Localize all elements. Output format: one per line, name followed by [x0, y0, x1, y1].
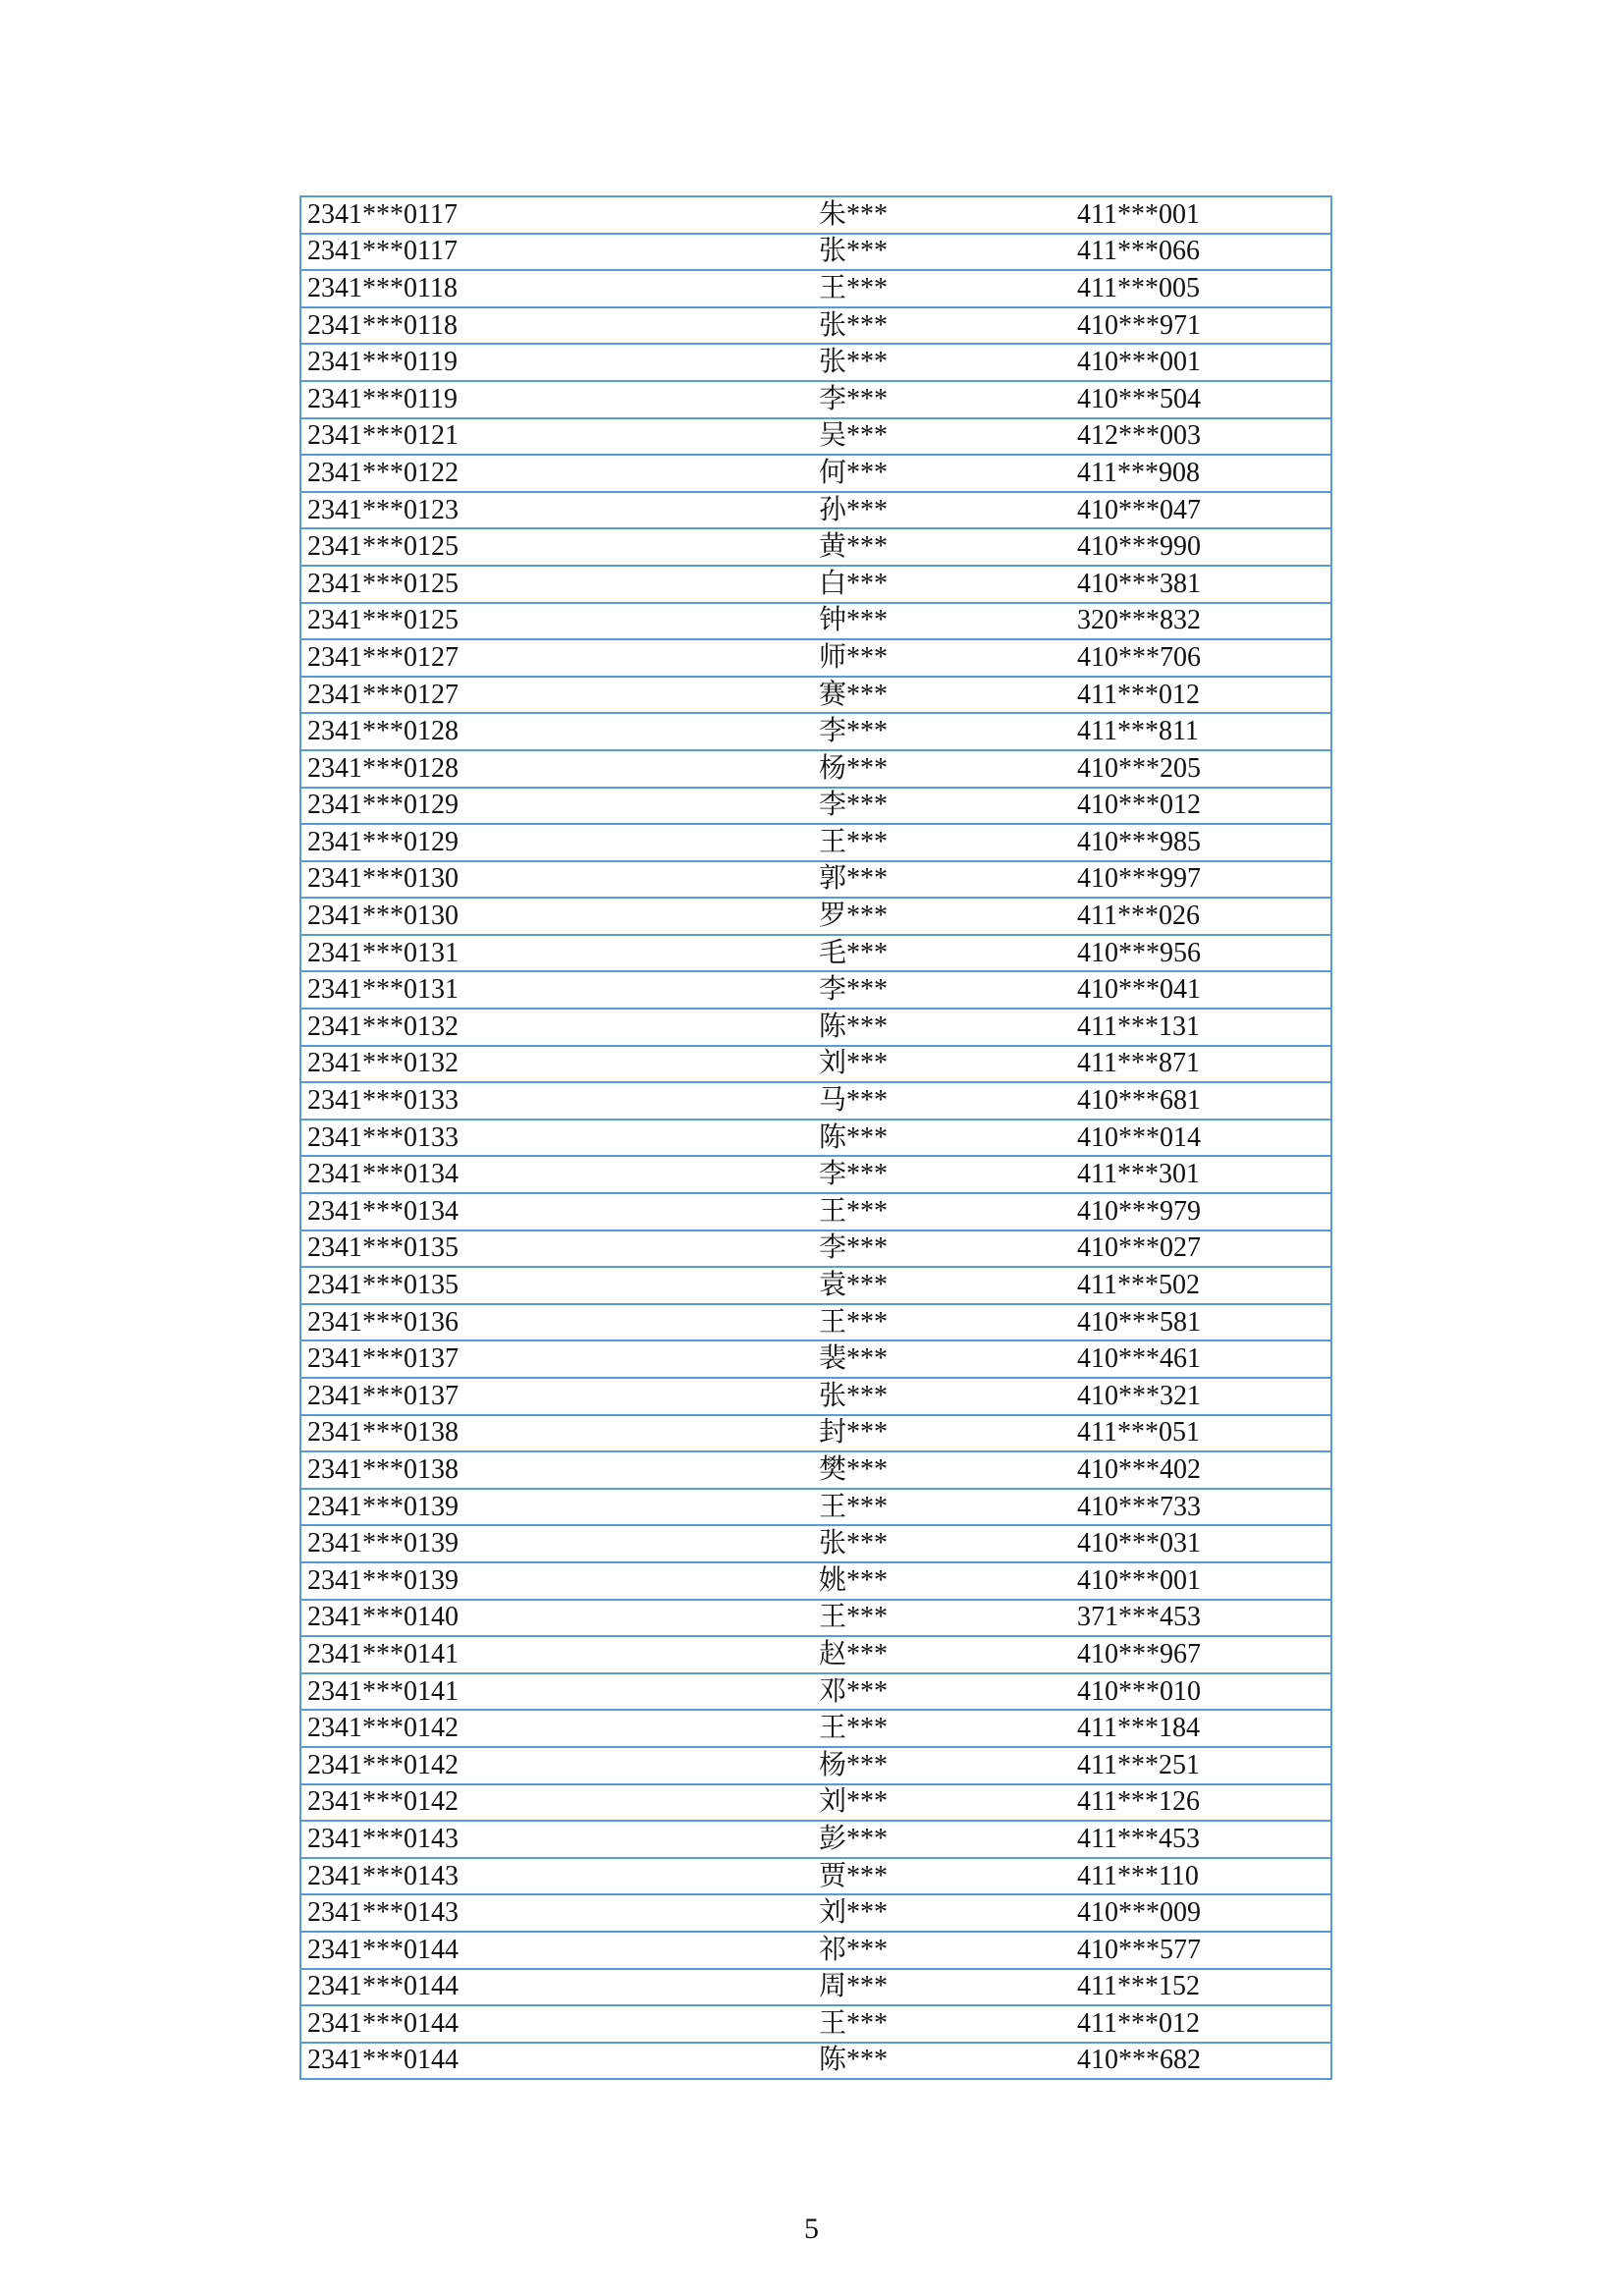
phone-cell: [1329, 1562, 1331, 1600]
record-id-cell: 2341***0128: [300, 713, 560, 750]
name-cell: 何***: [560, 455, 1071, 492]
table-row: [300, 1821, 1331, 1858]
id-number-cell: 410***681: [1071, 1082, 1329, 1120]
name-cell: 郭***: [560, 861, 1071, 899]
id-number-cell: 411***453: [1071, 1821, 1329, 1858]
record-id-cell: 2341***0130: [300, 861, 560, 899]
id-number-cell: 411***152: [1071, 1969, 1329, 2006]
phone-cell: [1329, 639, 1331, 677]
id-number-cell: 410***041: [1071, 971, 1329, 1009]
table-row: [300, 418, 1331, 456]
table-row: [300, 1636, 1331, 1673]
name-cell: 王***: [560, 1710, 1071, 1747]
record-id-cell: 2341***0133: [300, 1082, 560, 1120]
record-id-cell: 2341***0131: [300, 971, 560, 1009]
record-id-cell: 2341***0132: [300, 1046, 560, 1083]
name-cell: 黄***: [560, 528, 1071, 566]
id-number-cell: 410***956: [1071, 935, 1329, 972]
id-number-cell: 410***014: [1071, 1120, 1329, 1157]
name-cell: 张***: [560, 344, 1071, 381]
name-cell: 彭***: [560, 1821, 1071, 1858]
record-id-cell: 2341***0143: [300, 1894, 560, 1932]
id-number-cell: 410***985: [1071, 824, 1329, 861]
records-table: [299, 195, 1332, 2080]
record-id-cell: 2341***0139: [300, 1525, 560, 1562]
record-id-cell: 2341***0144: [300, 2005, 560, 2043]
phone-cell: [1329, 1451, 1331, 1489]
id-number-cell: 410***047: [1071, 492, 1329, 529]
name-cell: 王***: [560, 1600, 1071, 1637]
table-row: [300, 1156, 1331, 1193]
table-row: [300, 1267, 1331, 1304]
phone-cell: [1329, 234, 1331, 271]
id-number-cell: 411***811: [1071, 713, 1329, 750]
table-row: [300, 1340, 1331, 1378]
record-id-cell: 2341***0123: [300, 492, 560, 529]
phone-cell: [1329, 1193, 1331, 1230]
name-cell: 樊***: [560, 1451, 1071, 1489]
name-cell: 毛***: [560, 935, 1071, 972]
table-row: [300, 1784, 1331, 1822]
record-id-cell: 2341***0118: [300, 270, 560, 307]
name-cell: 刘***: [560, 1046, 1071, 1083]
id-number-cell: 410***402: [1071, 1451, 1329, 1489]
name-cell: 张***: [560, 1525, 1071, 1562]
record-id-cell: 2341***0139: [300, 1489, 560, 1526]
table-row: [300, 788, 1331, 825]
table-row: [300, 935, 1331, 972]
phone-cell: [1329, 1932, 1331, 1969]
table-row: [300, 1046, 1331, 1083]
table-row: [300, 455, 1331, 492]
name-cell: 张***: [560, 1378, 1071, 1415]
phone-cell: [1329, 528, 1331, 566]
phone-cell: [1329, 713, 1331, 750]
id-number-cell: 410***504: [1071, 381, 1329, 418]
record-id-cell: 2341***0125: [300, 566, 560, 603]
name-cell: 吴***: [560, 418, 1071, 456]
phone-cell: [1329, 677, 1331, 714]
phone-cell: [1329, 455, 1331, 492]
name-cell: 师***: [560, 639, 1071, 677]
table-row: [300, 234, 1331, 271]
record-id-cell: 2341***0118: [300, 307, 560, 345]
record-id-cell: 2341***0121: [300, 418, 560, 456]
record-id-cell: 2341***0134: [300, 1156, 560, 1193]
name-cell: 贾***: [560, 1858, 1071, 1895]
table-row: [300, 270, 1331, 307]
id-number-cell: 320***832: [1071, 603, 1329, 640]
id-number-cell: 410***012: [1071, 788, 1329, 825]
id-number-cell: 411***005: [1071, 270, 1329, 307]
name-cell: 李***: [560, 788, 1071, 825]
table-row: [300, 1304, 1331, 1341]
record-id-cell: 2341***0130: [300, 898, 560, 935]
record-id-cell: 2341***0122: [300, 455, 560, 492]
record-id-cell: 2341***0129: [300, 824, 560, 861]
name-cell: 封***: [560, 1415, 1071, 1452]
name-cell: 白***: [560, 566, 1071, 603]
id-number-cell: 410***967: [1071, 1636, 1329, 1673]
record-id-cell: 2341***0132: [300, 1009, 560, 1046]
table-row: [300, 1009, 1331, 1046]
record-id-cell: 2341***0138: [300, 1415, 560, 1452]
phone-cell: [1329, 1489, 1331, 1526]
name-cell: 李***: [560, 971, 1071, 1009]
record-id-cell: 2341***0141: [300, 1673, 560, 1711]
phone-cell: [1329, 492, 1331, 529]
page-number: 5: [804, 2213, 819, 2245]
record-id-cell: 2341***0143: [300, 1858, 560, 1895]
name-cell: 陈***: [560, 1009, 1071, 1046]
table-row: [300, 1894, 1331, 1932]
table-row: [300, 2005, 1331, 2043]
record-id-cell: 2341***0135: [300, 1267, 560, 1304]
id-number-cell: 410***979: [1071, 1193, 1329, 1230]
name-cell: 陈***: [560, 2043, 1071, 2080]
table-row: [300, 1525, 1331, 1562]
name-cell: 王***: [560, 824, 1071, 861]
name-cell: 周***: [560, 1969, 1071, 2006]
name-cell: 张***: [560, 307, 1071, 345]
id-number-cell: 411***012: [1071, 2005, 1329, 2043]
id-number-cell: 411***110: [1071, 1858, 1329, 1895]
id-number-cell: 410***706: [1071, 639, 1329, 677]
table-row: [300, 1562, 1331, 1600]
name-cell: 王***: [560, 1193, 1071, 1230]
phone-cell: [1329, 1230, 1331, 1268]
record-id-cell: 2341***0133: [300, 1120, 560, 1157]
name-cell: 罗***: [560, 898, 1071, 935]
name-cell: 朱***: [560, 196, 1071, 234]
record-id-cell: 2341***0138: [300, 1451, 560, 1489]
phone-cell: [1329, 824, 1331, 861]
phone-cell: [1329, 1378, 1331, 1415]
phone-cell: [1329, 270, 1331, 307]
id-number-cell: 410***461: [1071, 1340, 1329, 1378]
record-id-cell: 2341***0144: [300, 1969, 560, 2006]
name-cell: 裴***: [560, 1340, 1071, 1378]
table-row: [300, 1969, 1331, 2006]
record-id-cell: 2341***0117: [300, 196, 560, 234]
table-row: [300, 492, 1331, 529]
table-row: [300, 2043, 1331, 2080]
name-cell: 王***: [560, 2005, 1071, 2043]
records-table-body: [300, 196, 1331, 2079]
phone-cell: [1329, 1858, 1331, 1895]
name-cell: 刘***: [560, 1894, 1071, 1932]
name-cell: 赛***: [560, 677, 1071, 714]
name-cell: 孙***: [560, 492, 1071, 529]
id-number-cell: 411***066: [1071, 234, 1329, 271]
table-row: [300, 1673, 1331, 1711]
id-number-cell: 410***009: [1071, 1894, 1329, 1932]
record-id-cell: 2341***0141: [300, 1636, 560, 1673]
record-id-cell: 2341***0131: [300, 935, 560, 972]
record-id-cell: 2341***0125: [300, 528, 560, 566]
id-number-cell: 371***453: [1071, 1600, 1329, 1637]
phone-cell: [1329, 603, 1331, 640]
table-row: [300, 1451, 1331, 1489]
record-id-cell: 2341***0117: [300, 234, 560, 271]
table-row: [300, 307, 1331, 345]
name-cell: 马***: [560, 1082, 1071, 1120]
phone-cell: [1329, 344, 1331, 381]
record-id-cell: 2341***0128: [300, 750, 560, 788]
record-id-cell: 2341***0139: [300, 1562, 560, 1600]
record-id-cell: 2341***0144: [300, 1932, 560, 1969]
phone-cell: [1329, 566, 1331, 603]
name-cell: 李***: [560, 1156, 1071, 1193]
id-number-cell: 410***990: [1071, 528, 1329, 566]
table-row: [300, 1378, 1331, 1415]
id-number-cell: 411***001: [1071, 196, 1329, 234]
phone-cell: [1329, 1673, 1331, 1711]
record-id-cell: 2341***0129: [300, 788, 560, 825]
name-cell: 李***: [560, 713, 1071, 750]
phone-cell: [1329, 1600, 1331, 1637]
id-number-cell: 410***971: [1071, 307, 1329, 345]
phone-cell: [1329, 971, 1331, 1009]
phone-cell: [1329, 1267, 1331, 1304]
record-id-cell: 2341***0125: [300, 603, 560, 640]
id-number-cell: 411***051: [1071, 1415, 1329, 1452]
id-number-cell: 411***012: [1071, 677, 1329, 714]
record-id-cell: 2341***0134: [300, 1193, 560, 1230]
record-id-cell: 2341***0137: [300, 1340, 560, 1378]
name-cell: 钟***: [560, 603, 1071, 640]
table-row: [300, 528, 1331, 566]
table-row: [300, 1710, 1331, 1747]
table-row: [300, 566, 1331, 603]
phone-cell: [1329, 418, 1331, 456]
name-cell: 赵***: [560, 1636, 1071, 1673]
name-cell: 袁***: [560, 1267, 1071, 1304]
phone-cell: [1329, 1082, 1331, 1120]
record-id-cell: 2341***0136: [300, 1304, 560, 1341]
phone-cell: [1329, 1120, 1331, 1157]
table-row: [300, 1415, 1331, 1452]
id-number-cell: 411***184: [1071, 1710, 1329, 1747]
record-id-cell: 2341***0119: [300, 344, 560, 381]
phone-cell: [1329, 1821, 1331, 1858]
table-row: [300, 344, 1331, 381]
table-row: [300, 824, 1331, 861]
table-row: [300, 677, 1331, 714]
table-row: [300, 381, 1331, 418]
table-row: [300, 1120, 1331, 1157]
table-row: [300, 1600, 1331, 1637]
phone-cell: [1329, 1304, 1331, 1341]
phone-cell: [1329, 898, 1331, 935]
id-number-cell: 410***997: [1071, 861, 1329, 899]
phone-cell: [1329, 788, 1331, 825]
phone-cell: [1329, 1636, 1331, 1673]
id-number-cell: 410***581: [1071, 1304, 1329, 1341]
table-row: [300, 713, 1331, 750]
table-row: [300, 1932, 1331, 1969]
name-cell: 刘***: [560, 1784, 1071, 1822]
phone-cell: [1329, 861, 1331, 899]
phone-cell: [1329, 1156, 1331, 1193]
record-id-cell: 2341***0127: [300, 639, 560, 677]
phone-cell: [1329, 1009, 1331, 1046]
name-cell: 杨***: [560, 750, 1071, 788]
record-id-cell: 2341***0142: [300, 1710, 560, 1747]
name-cell: 邓***: [560, 1673, 1071, 1711]
id-number-cell: 411***301: [1071, 1156, 1329, 1193]
phone-cell: [1329, 1340, 1331, 1378]
table-row: [300, 1747, 1331, 1784]
id-number-cell: 411***502: [1071, 1267, 1329, 1304]
phone-cell: [1329, 381, 1331, 418]
phone-cell: [1329, 1969, 1331, 2006]
table-row: [300, 639, 1331, 677]
table-row: [300, 1858, 1331, 1895]
phone-cell: [1329, 1525, 1331, 1562]
id-number-cell: 410***577: [1071, 1932, 1329, 1969]
record-id-cell: 2341***0143: [300, 1821, 560, 1858]
phone-cell: [1329, 2005, 1331, 2043]
name-cell: 李***: [560, 1230, 1071, 1268]
phone-cell: [1329, 196, 1331, 234]
phone-cell: [1329, 750, 1331, 788]
name-cell: 祁***: [560, 1932, 1071, 1969]
table-row: [300, 750, 1331, 788]
name-cell: 杨***: [560, 1747, 1071, 1784]
table-row: [300, 1489, 1331, 1526]
table-row: [300, 196, 1331, 234]
name-cell: 张***: [560, 234, 1071, 271]
id-number-cell: 411***871: [1071, 1046, 1329, 1083]
table-row: [300, 603, 1331, 640]
phone-cell: [1329, 1894, 1331, 1932]
phone-cell: [1329, 2043, 1331, 2080]
record-id-cell: 2341***0127: [300, 677, 560, 714]
name-cell: 姚***: [560, 1562, 1071, 1600]
table-row: [300, 1230, 1331, 1268]
id-number-cell: 410***733: [1071, 1489, 1329, 1526]
id-number-cell: 411***908: [1071, 455, 1329, 492]
id-number-cell: 410***001: [1071, 344, 1329, 381]
phone-cell: [1329, 307, 1331, 345]
table-row: [300, 861, 1331, 899]
record-id-cell: 2341***0137: [300, 1378, 560, 1415]
record-id-cell: 2341***0142: [300, 1784, 560, 1822]
record-id-cell: 2341***0140: [300, 1600, 560, 1637]
table-row: [300, 1193, 1331, 1230]
table-row: [300, 1082, 1331, 1120]
phone-cell: [1329, 1747, 1331, 1784]
id-number-cell: 410***027: [1071, 1230, 1329, 1268]
id-number-cell: 410***321: [1071, 1378, 1329, 1415]
table-row: [300, 898, 1331, 935]
name-cell: 李***: [560, 381, 1071, 418]
id-number-cell: 410***031: [1071, 1525, 1329, 1562]
phone-cell: [1329, 935, 1331, 972]
record-id-cell: 2341***0119: [300, 381, 560, 418]
id-number-cell: 410***010: [1071, 1673, 1329, 1711]
phone-cell: [1329, 1415, 1331, 1452]
id-number-cell: 411***251: [1071, 1747, 1329, 1784]
id-number-cell: 411***126: [1071, 1784, 1329, 1822]
name-cell: 陈***: [560, 1120, 1071, 1157]
phone-cell: [1329, 1046, 1331, 1083]
record-id-cell: 2341***0144: [300, 2043, 560, 2080]
name-cell: 王***: [560, 1304, 1071, 1341]
record-id-cell: 2341***0135: [300, 1230, 560, 1268]
id-number-cell: 411***131: [1071, 1009, 1329, 1046]
id-number-cell: 410***001: [1071, 1562, 1329, 1600]
id-number-cell: 410***682: [1071, 2043, 1329, 2080]
name-cell: 王***: [560, 270, 1071, 307]
id-number-cell: 410***381: [1071, 566, 1329, 603]
phone-cell: [1329, 1710, 1331, 1747]
id-number-cell: 410***205: [1071, 750, 1329, 788]
id-number-cell: 411***026: [1071, 898, 1329, 935]
id-number-cell: 412***003: [1071, 418, 1329, 456]
phone-cell: [1329, 1784, 1331, 1822]
name-cell: 王***: [560, 1489, 1071, 1526]
record-id-cell: 2341***0142: [300, 1747, 560, 1784]
table-row: [300, 971, 1331, 1009]
